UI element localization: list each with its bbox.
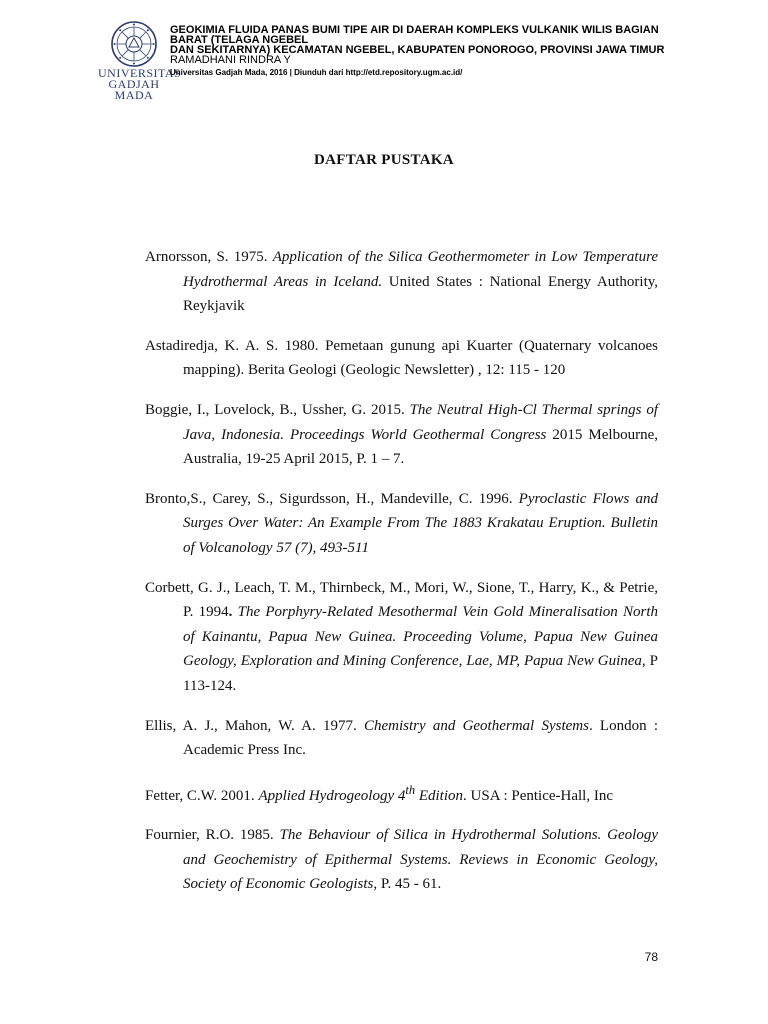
ref-title: Applied Hydrogeology 4 <box>258 787 406 804</box>
ref-authors: Ellis, A. J., Mahon, W. A. 1977. <box>145 717 364 734</box>
ref-publisher: P 113-124. <box>183 653 658 694</box>
ref-title: Chemistry and Geothermal Systems <box>363 717 589 734</box>
ref-punct: . <box>228 604 233 621</box>
ugm-seal-icon <box>110 20 158 68</box>
page-number: 78 <box>644 950 658 964</box>
reference-item <box>145 714 658 763</box>
university-logo <box>98 20 182 102</box>
reference-item <box>145 245 658 319</box>
ref-publisher: . London : Academic Press Inc. <box>183 717 658 759</box>
ref-publisher: 2015 Melbourne, Australia, 19-25 April 2015, P. 1 – 7. <box>183 426 658 468</box>
ref-authors: Fetter, C.W. 2001. <box>145 787 259 804</box>
header-title-line1: GEOKIMIA FLUIDA PANAS BUMI TIPE AIR DI DAERAH KOMPLEKS VULKANIK WILIS BAGIAN <box>170 24 659 36</box>
ref-publisher: , P. 45 - 61. <box>373 876 442 893</box>
ref-authors: Arnorsson, S. 1975. <box>145 249 273 265</box>
ref-title: The Neutral High-Cl Thermal springs of Java, Indonesia. Proceedings World Geothermal Congress <box>183 401 658 443</box>
reference-list <box>145 230 658 912</box>
ref-title: Application of the Silica Geothermometer in Low Temperature Hydrothermal Areas in Iceland. <box>183 249 659 290</box>
header-source: Universitas Gadjah Mada, 2016 | Diunduh dari http://etd.repository.ugm.ac.id/ <box>170 68 463 77</box>
reference-item <box>145 778 658 809</box>
ref-authors: Bronto,S., Carey, S., Sigurdsson, H., Mandeville, C. 1996. <box>145 490 519 507</box>
ref-authors: Corbett, G. J., Leach, T. M., Thirnbeck, M., Mori, W., Sione, T., Harry, K., & Petrie, P. 1994 <box>145 579 658 621</box>
header-author: RAMADHANI RINDRA Y <box>170 54 291 66</box>
ref-title: The Behaviour of Silica in Hydrothermal Solutions. Geology and Geochemistry of Epithermal Systems. Reviews in Economic Geology, Society of Economic Geologists <box>183 827 658 893</box>
header-title-line3: DAN SEKITARNYA) KECAMATAN NGEBEL, KABUPATEN PONOROGO, PROVINSI JAWA TIMUR <box>170 44 665 56</box>
header-text <box>170 25 664 78</box>
ref-title: The Porphyry-Related Mesothermal Vein Gold Mineralisation North of Kainantu, Papua New Guinea. Proceeding Volume, Papua New Guinea Geology, Exploration and Mining Conference, Lae, MP, Papua New Guinea, <box>183 604 658 670</box>
reference-item <box>145 487 658 561</box>
ref-authors: Boggie, I., Lovelock, B., Ussher, G. 2015. <box>145 401 410 418</box>
ref-authors: Fournier, R.O. 1985. <box>145 827 280 844</box>
reference-item <box>145 334 658 383</box>
reference-item <box>145 576 658 699</box>
logo-text-line1: UNIVERSITAS <box>98 66 182 80</box>
page-header <box>98 18 738 102</box>
header-title-line2: BARAT (TELAGA NGEBEL <box>170 34 309 46</box>
ref-publisher: . USA : Pentice-Hall, Inc <box>463 787 613 804</box>
ref-title-cont: Edition <box>415 787 464 804</box>
ref-publisher: United States : National Energy Authority, Reykjavik <box>183 273 659 315</box>
reference-item <box>145 398 658 472</box>
ref-superscript: th <box>405 782 416 797</box>
reference-item <box>145 823 658 897</box>
logo-text-line2: GADJAH MADA <box>108 77 160 102</box>
ref-title: Pyroclastic Flows and Surges Over Water: An Example From The 1883 Krakatau Eruption. Bulletin of Volcanology 57 (7), 493-511 <box>183 490 658 556</box>
page-title: DAFTAR PUSTAKA <box>314 152 454 168</box>
ref-text: Astadiredja, K. A. S. 1980. Pemetaan gunung api Kuarter (Quaternary volcanoes mapping). Berita Geologi (Geologic Newsletter) , 12: 115 - 120 <box>145 337 658 379</box>
